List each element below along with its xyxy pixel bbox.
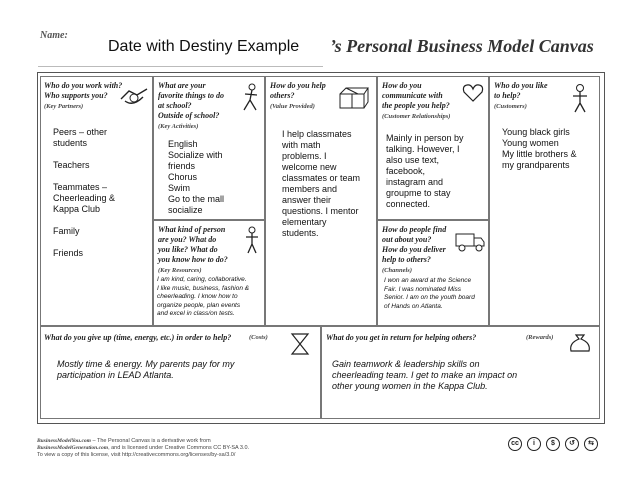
footer-license-url: To view a copy of this license, visit http://creativecommons.org/licenses/by-sa/3.0/ (37, 452, 236, 458)
partners-sub: (Key Partners) (44, 103, 84, 110)
heart-icon (462, 83, 484, 103)
block-customers (489, 76, 600, 326)
activities-sub: (Key Activities) (158, 123, 199, 130)
block-relationships (377, 76, 489, 220)
share-icon: ⇆ (584, 437, 598, 451)
customers-sub: (Customers) (494, 103, 527, 110)
resources-heading: What kind of person are you? What do you like? What do you know how to do? (158, 225, 228, 264)
partners-heading: Who do you work with? Who supports you? (44, 81, 123, 100)
footer-line2-rest: , and is licensed under Creative Commons CC BY-SA 3.0. (108, 445, 250, 451)
resources-answer: I am kind, caring, collaborative. I like music, business, fashion & cheerleading. I know how to organize people, plan events and excel in class/on tests. (157, 276, 250, 317)
customer-person-icon (568, 83, 592, 113)
handshake-icon (119, 83, 149, 109)
footer-license-text (37, 438, 249, 459)
value-answer: I help classmates with math problems. I welcome new classmates or team members and answer their questions. I mentor elementary students. (282, 129, 361, 238)
channels-heading: How do people find out about you? How do you deliver help to others? (382, 225, 447, 264)
activities-heading: What are your favorite things to do at school? Outside of school? (158, 81, 225, 120)
rewards-sub: (Rewards) (526, 334, 554, 341)
money-bag-icon (566, 331, 594, 355)
footer-brand-1: BusinessModelYou.com (37, 438, 91, 444)
block-resources (153, 220, 265, 326)
truck-icon (454, 229, 486, 253)
activities-answer: English Socialize with friends Chorus Swim Go to the mall socialize (168, 139, 225, 215)
block-partners (40, 76, 153, 326)
gift-box-icon (336, 85, 370, 111)
costs-sub: (Costs) (249, 334, 268, 341)
hourglass-icon (287, 331, 313, 357)
block-channels (377, 220, 489, 326)
resources-sub: (Key Resources) (158, 267, 202, 274)
channels-sub: (Channels) (382, 267, 412, 274)
relationships-heading: How do you communicate with the people you help? (382, 81, 450, 110)
name-value: Date with Destiny Example (108, 38, 300, 55)
costs-heading: What do you give up (time, energy, etc.) in order to help? (44, 333, 232, 342)
value-sub: (Value Provided) (270, 103, 315, 110)
customers-heading: Who do you like to help? (494, 81, 548, 100)
footer-line1-rest: – The Personal Canvas is a derivative work from (90, 438, 211, 444)
remix-icon: ↺ (565, 437, 579, 451)
person-standing-icon (242, 226, 262, 254)
sa-icon: $ (546, 437, 560, 451)
name-label: Name: (40, 30, 68, 41)
rewards-heading: What do you get in return for helping others? (326, 333, 477, 342)
value-heading: How do you help others? (270, 81, 326, 100)
relationships-sub: (Customer Relationships) (382, 113, 451, 120)
relationships-answer: Mainly in person by talking. However, I also use text, facebook, instagram and groupme to stay connected. (386, 133, 464, 209)
rewards-answer: Gain teamwork & leadership skills on cheerleading team. I get to make an impact on other young women in the Kappa Club. (332, 359, 518, 391)
channels-answer: I won an award at the Science Fair. I was nominated Miss Senior. I am on the youth board of Hands on Atlanta. (384, 277, 475, 310)
by-icon: i (527, 437, 541, 451)
footer-brand-2: BusinessModelGeneration.com (37, 445, 109, 451)
running-person-icon (240, 83, 262, 113)
costs-answer: Mostly time & energy. My parents pay for my participation in LEAD Atlanta. (57, 359, 235, 380)
canvas-title: ’s Personal Business Model Canvas (330, 36, 594, 56)
block-value (265, 76, 377, 326)
customers-answer: Young black girls Young women My little brothers & my grandparents (502, 127, 577, 170)
cc-icon: cc (508, 437, 522, 451)
block-activities (153, 76, 265, 220)
partners-answer: Peers – other students Teachers Teammates – Cheerleading & Kappa Club Family Friends (53, 127, 116, 258)
block-rewards (321, 326, 600, 419)
block-costs (40, 326, 321, 419)
